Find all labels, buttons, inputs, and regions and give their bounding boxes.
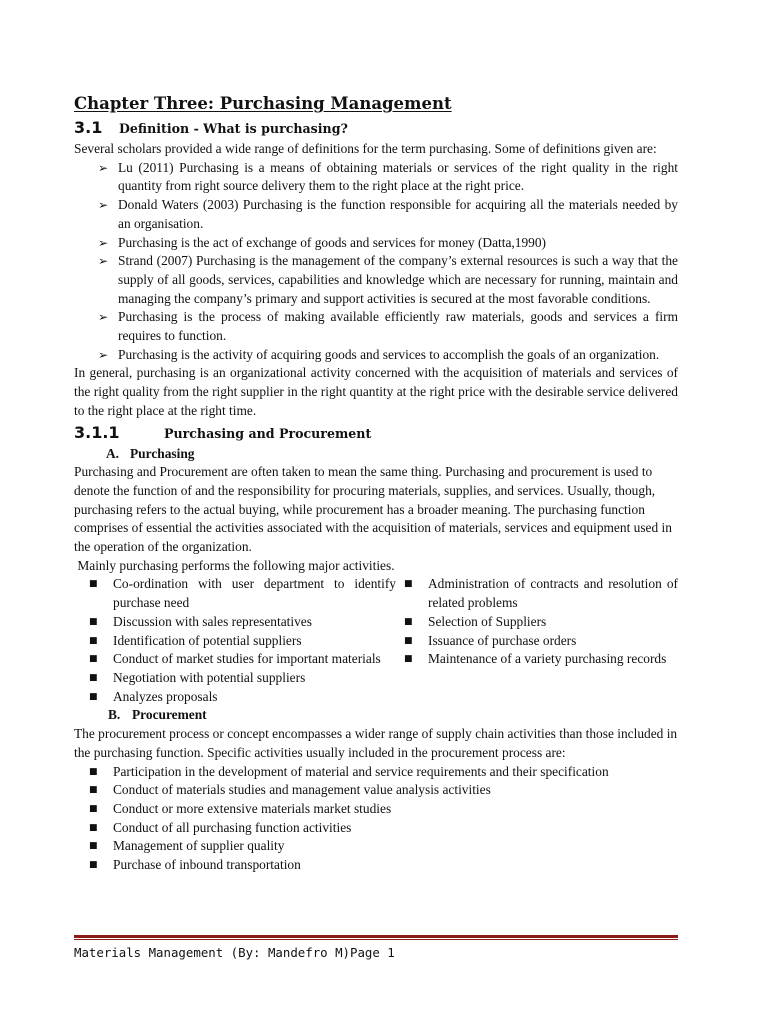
section-number: 3.1.1 — [74, 422, 120, 442]
list-item: ■ Issuance of purchase orders — [404, 632, 678, 651]
document-page — [74, 90, 678, 875]
list-item: ■ Conduct or more extensive materials market studies — [74, 800, 678, 819]
list-item: ➢ Lu (2011) Purchasing is a means of obtaining materials or services of the right quality in the right quantity from right source delivery them to the right place at the right price. — [98, 159, 678, 194]
definitions-list — [98, 159, 678, 365]
square-bullet-icon: ■ — [89, 579, 98, 590]
square-bullet-icon: ■ — [89, 654, 98, 665]
square-bullet-icon: ■ — [404, 654, 413, 665]
procurement-paragraph: The procurement process or concept encompasses a wider range of supply chain activities than those included in the purchasing function. Specific activities usually included in the procurement process are: — [74, 726, 678, 760]
page-footer: Materials Management (By: Mandefro M)Page 1 — [74, 945, 395, 960]
list-item: ■ Discussion with sales representatives — [74, 613, 404, 632]
list-item: ■ Selection of Suppliers — [404, 613, 678, 632]
general-paragraph: In general, purchasing is an organizational activity concerned with the acquisition of materials and services of the right quality from the right supplier in the right quantity at the right price with the desirable service delivered to the right place at the right time. — [74, 365, 678, 418]
list-item: ➢ Purchasing is the activity of acquiring goods and services to accomplish the goals of an organization. — [98, 346, 678, 365]
section-title: Purchasing and Procurement — [164, 425, 372, 441]
square-bullet-icon: ■ — [404, 635, 413, 646]
square-bullet-icon: ■ — [89, 822, 98, 833]
square-bullet-icon: ■ — [89, 691, 98, 702]
list-item: ■ Co-ordination with user department to identify purchase need — [89, 576, 396, 611]
intro-paragraph: Several scholars provided a wide range of definitions for the term purchasing. Some of definitions given are: — [74, 141, 657, 156]
square-bullet-icon: ■ — [89, 860, 98, 871]
list-item: ➢ Purchasing is the act of exchange of goods and services for money (Datta,1990) — [98, 234, 678, 253]
square-bullet-icon: ■ — [89, 672, 98, 683]
square-bullet-icon: ■ — [404, 579, 413, 590]
square-bullet-icon: ■ — [89, 785, 98, 796]
list-item: ➢ Purchasing is the process of making available efficiently raw materials, goods and services a firm requires to function. — [98, 309, 678, 344]
section-title: Definition - What is purchasing? — [119, 121, 348, 136]
list-item: ■ Identification of potential suppliers — [74, 632, 404, 651]
section-3-1-1-heading — [74, 423, 678, 445]
square-bullet-icon: ■ — [89, 803, 98, 814]
list-item: ■ Participation in the development of material and service requirements and their specification — [74, 763, 678, 782]
subheading-purchasing: A. Purchasing — [106, 445, 195, 461]
purchasing-paragraph: Purchasing and Procurement are often taken to mean the same thing. Purchasing and procurement is used to denote the function of and the responsibility for procuring materials, supplies, and services. Usually, though, purchasing refers to the actual buying, while procurement has a broader meaning. The purchasing function comprises of essential the activities associated with the acquisition of materials, services and equipment used in the operation of the organization. — [74, 464, 672, 555]
square-bullet-icon: ■ — [89, 616, 98, 627]
square-bullet-icon: ■ — [89, 841, 98, 852]
arrow-bullet-icon: ➢ — [98, 347, 109, 362]
footer-divider — [74, 935, 678, 940]
list-item: ➢ Donald Waters (2003) Purchasing is the function responsible for acquiring all the materials needed by an organisation. — [98, 197, 678, 231]
subheading-procurement: B. Procurement — [108, 707, 207, 723]
activities-left-column — [74, 575, 404, 706]
activities-columns — [74, 575, 678, 706]
arrow-bullet-icon: ➢ — [98, 235, 109, 250]
chapter-title: Chapter Three: Purchasing Management — [74, 94, 452, 113]
arrow-bullet-icon: ➢ — [98, 198, 109, 213]
section-number: 3.1 — [74, 118, 103, 137]
activities-intro: Mainly purchasing performs the following major activities. — [74, 557, 395, 573]
square-bullet-icon: ■ — [89, 635, 98, 646]
list-item: ■ Conduct of materials studies and management value analysis activities — [74, 781, 678, 800]
list-item: ➢ Strand (2007) Purchasing is the management of the company’s external resources is such a way that the supply of all goods, services, capabilities and knowledge which are necessary for running, maintain and managing the company’s primary and support activities is secured at the most favorable conditions. — [98, 253, 678, 306]
section-3-1-heading — [74, 118, 678, 140]
list-item: ■ Conduct of market studies for important materials — [74, 650, 404, 669]
arrow-bullet-icon: ➢ — [98, 310, 109, 325]
list-item: ■ Purchase of inbound transportation — [74, 856, 678, 875]
list-item: ■ Administration of contracts and resolution of related problems — [404, 576, 678, 611]
activities-right-column — [404, 575, 678, 706]
list-item: ■ Negotiation with potential suppliers — [74, 669, 404, 688]
arrow-bullet-icon: ➢ — [98, 160, 109, 175]
procurement-list — [74, 763, 678, 875]
square-bullet-icon: ■ — [404, 616, 413, 627]
square-bullet-icon: ■ — [89, 766, 98, 777]
list-item: ■ Maintenance of a variety purchasing records — [404, 650, 678, 669]
arrow-bullet-icon: ➢ — [98, 254, 109, 269]
list-item: ■ Conduct of all purchasing function activities — [74, 819, 678, 838]
list-item: ■ Analyzes proposals — [74, 688, 404, 707]
list-item: ■ Management of supplier quality — [74, 837, 678, 856]
